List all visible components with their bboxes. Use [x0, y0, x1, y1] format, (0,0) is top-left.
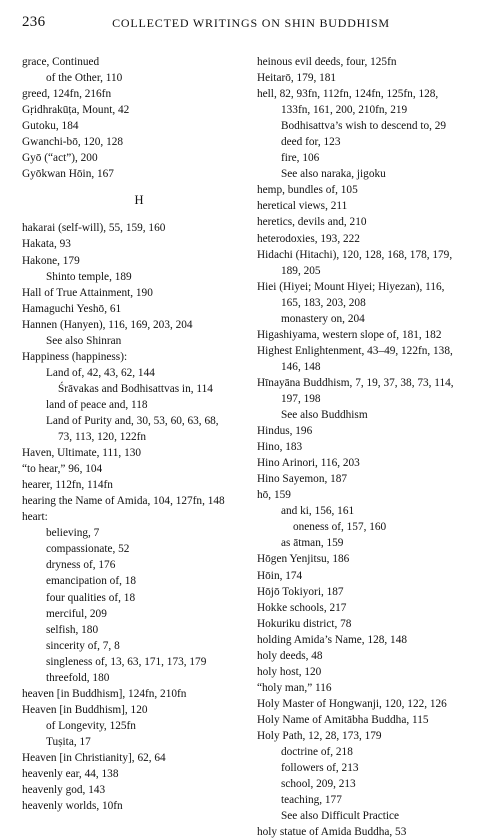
index-entry: Gwanchi-bō, 120, 128: [22, 136, 124, 149]
index-entry: Holy Master of Hongwanji, 120, 122, 126: [257, 697, 447, 710]
index-entry: Śrāvakas and Bodhisattvas in, 114: [58, 382, 213, 395]
index-entry: Hōin, 174: [257, 569, 303, 582]
index-entry: 165, 183, 203, 208: [281, 296, 366, 309]
page-number: 236: [22, 14, 46, 30]
index-entry: emancipation of, 18: [46, 575, 137, 588]
index-entry: Hamaguchi Yeshō, 61: [22, 302, 122, 315]
index-entry: Hidachi (Hitachi), 120, 128, 168, 178, 179,: [257, 248, 453, 261]
index-entry: See also Shinran: [46, 334, 122, 347]
index-entry: oneness of, 157, 160: [293, 521, 387, 534]
index-entry: Land of, 42, 43, 62, 144: [46, 366, 155, 379]
index-entry: heart:: [22, 511, 48, 524]
index-entry: hearing the Name of Amida, 104, 127fn, 148: [22, 495, 225, 508]
index-entry: 189, 205: [281, 264, 321, 277]
index-entry: Haven, Ultimate, 111, 130: [22, 447, 142, 460]
index-entry: sincerity of, 7, 8: [46, 639, 120, 652]
index-entry: Heaven [in Christianity], 62, 64: [22, 751, 166, 764]
index-entry: heavenly ear, 44, 138: [22, 768, 119, 781]
index-entry: Gyōkwan Hōin, 167: [22, 168, 114, 181]
index-entry: Hokke schools, 217: [257, 601, 347, 614]
index-entry: heterodoxies, 193, 222: [257, 232, 360, 245]
index-entry: See also Buddhism: [281, 409, 368, 422]
index-entry: Hino Sayemon, 187: [257, 473, 348, 486]
index-entry: teaching, 177: [281, 794, 342, 807]
index-entry: fire, 106: [281, 152, 320, 165]
index-entry: followers of, 213: [281, 762, 359, 775]
section-letter-h: H: [134, 193, 145, 208]
index-entry: Heaven [in Buddhism], 120: [22, 703, 148, 716]
index-entry: Gyō (“act”), 200: [22, 152, 98, 165]
index-entry: Hindus, 196: [257, 425, 313, 438]
index-entry: holy statue of Amida Buddha, 53: [257, 826, 407, 839]
left-entries-g: [22, 54, 257, 182]
index-entry: Bodhisattva’s wish to descend to, 29: [281, 120, 447, 133]
index-entry: holy host, 120: [257, 665, 322, 678]
index-entry: believing, 7: [46, 527, 100, 540]
index-entry: grace, Continued: [22, 56, 100, 68]
index-entry: Hino, 183: [257, 441, 303, 454]
index-entry: “holy man,” 116: [257, 681, 332, 694]
index-entry: heaven [in Buddhism], 124fn, 210fn: [22, 687, 187, 700]
index-entry: Holy Name of Amitābha Buddha, 115: [257, 713, 429, 726]
index-entry: holy deeds, 48: [257, 649, 323, 662]
index-entry: and ki, 156, 161: [281, 505, 355, 518]
index-entry: deed for, 123: [281, 136, 341, 149]
index-entry: Hall of True Attainment, 190: [22, 286, 153, 299]
index-entry: “to hear,” 96, 104: [22, 463, 103, 476]
index-column-left: [22, 54, 257, 814]
index-entry: heretical views, 211: [257, 200, 348, 213]
index-entry: hemp, bundles of, 105: [257, 184, 358, 197]
index-entry: See also naraka, jigoku: [281, 168, 386, 181]
index-entry: monastery on, 204: [281, 312, 365, 325]
index-entry: hearer, 112fn, 114fn: [22, 479, 113, 492]
index-entry: doctrine of, 218: [281, 746, 353, 759]
index-entry: Gutoku, 184: [22, 120, 79, 133]
index-entry: merciful, 209: [46, 607, 107, 620]
index-entry: 73, 113, 120, 122fn: [58, 431, 147, 444]
index-entry: Happiness (happiness):: [22, 350, 128, 363]
index-entry: Gṛidhrakūṭa, Mount, 42: [22, 104, 130, 117]
index-entry: 197, 198: [281, 392, 321, 405]
right-entries-h: [257, 54, 492, 840]
index-entry: as ātman, 159: [281, 537, 344, 550]
index-entry: Shinto temple, 189: [46, 270, 132, 283]
index-entry: Hannen (Hanyen), 116, 169, 203, 204: [22, 318, 193, 331]
index-entry: singleness of, 13, 63, 171, 173, 179: [46, 655, 207, 668]
left-entries-h: [22, 220, 257, 814]
index-entry: heavenly worlds, 10fn: [22, 800, 123, 813]
page-header: [22, 14, 480, 34]
index-entry: 146, 148: [281, 360, 321, 373]
index-entry: Hakone, 179: [22, 254, 80, 267]
index-entry: Land of Purity and, 30, 53, 60, 63, 68,: [46, 414, 219, 427]
index-entry: of Longevity, 125fn: [46, 719, 136, 732]
index-entry: threefold, 180: [46, 671, 110, 684]
index-entry: land of peace and, 118: [46, 398, 148, 411]
running-head: COLLECTED WRITINGS ON SHIN BUDDHISM: [112, 16, 390, 30]
index-entry: dryness of, 176: [46, 559, 116, 572]
index-entry: Hōjō Tokiyori, 187: [257, 585, 344, 598]
index-entry: Hiei (Hiyei; Mount Hiyei; Hiyezan), 116,: [257, 280, 445, 293]
index-entry: Hakata, 93: [22, 238, 71, 251]
index-entry: Highest Enlightenment, 43–49, 122fn, 138,: [257, 344, 453, 357]
index-entry: 133fn, 161, 200, 210fn, 219: [281, 104, 408, 117]
index-entry: Hokuriku district, 78: [257, 617, 352, 630]
index-entry: Higashiyama, western slope of, 181, 182: [257, 328, 442, 341]
index-entry: heavenly god, 143: [22, 784, 106, 797]
index-entry: greed, 124fn, 216fn: [22, 88, 112, 101]
index-entry: selfish, 180: [46, 623, 99, 636]
index-entry: Hōgen Yenjitsu, 186: [257, 553, 350, 566]
index-entry: heinous evil deeds, four, 125fn: [257, 56, 397, 68]
index-entry: holding Amida’s Name, 128, 148: [257, 633, 407, 646]
index-entry: of the Other, 110: [46, 72, 123, 85]
index-entry: Holy Path, 12, 28, 173, 179: [257, 729, 382, 742]
index-entry: compassionate, 52: [46, 543, 130, 556]
index-entry: Heitarō, 179, 181: [257, 72, 337, 85]
index-entry: school, 209, 213: [281, 778, 356, 791]
index-entry: hakarai (self-will), 55, 159, 160: [22, 222, 166, 235]
index-entry: hō, 159: [257, 489, 291, 502]
index-entry: Tuṣita, 17: [46, 735, 91, 748]
index-entry: See also Difficult Practice: [281, 810, 400, 823]
index-entry: hell, 82, 93fn, 112fn, 124fn, 125fn, 128,: [257, 88, 439, 101]
index-entry: Hīnayāna Buddhism, 7, 19, 37, 38, 73, 114,: [257, 376, 454, 389]
index-entry: four qualities of, 18: [46, 591, 136, 604]
index-entry: Hino Arinori, 116, 203: [257, 457, 360, 470]
index-entry: heretics, devils and, 210: [257, 216, 367, 229]
index-column-right: [257, 54, 492, 840]
